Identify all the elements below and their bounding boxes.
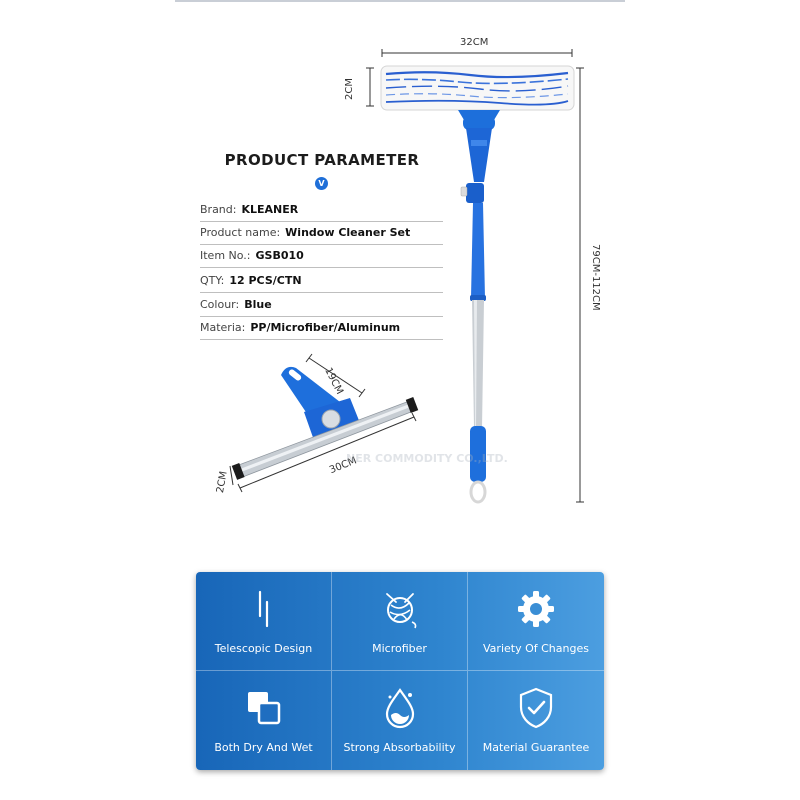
param-value: KLEANER xyxy=(241,203,299,216)
squeegee-illustration xyxy=(200,345,440,515)
feature-panel xyxy=(196,572,604,770)
squeegee-width-label: 30CM xyxy=(328,455,359,477)
pole-length-label: 79CM-112CM xyxy=(590,244,601,311)
feature-label: Telescopic Design xyxy=(214,642,313,655)
param-label: Product name: xyxy=(200,226,281,239)
watermark-text: NER COMMODITY CO.,LTD. xyxy=(346,452,508,465)
param-label: Materia: xyxy=(200,321,246,334)
layers-icon xyxy=(241,685,287,731)
squeegee-height-label: 2CM xyxy=(215,470,230,494)
yarn-icon xyxy=(377,586,423,632)
washer-width-label: 32CM xyxy=(460,37,489,48)
feature-guarantee xyxy=(468,671,604,770)
product-parameter-title: PRODUCT PARAMETER xyxy=(224,151,420,169)
param-label: QTY: xyxy=(200,274,225,287)
feature-label: Microfiber xyxy=(372,642,427,655)
feature-variety xyxy=(468,572,604,671)
gear-icon xyxy=(513,586,559,632)
param-value: Blue xyxy=(244,298,272,311)
param-value: GSB010 xyxy=(255,249,304,262)
param-label: Brand: xyxy=(200,203,237,216)
feature-telescopic xyxy=(196,572,332,671)
feature-label: Both Dry And Wet xyxy=(214,741,313,754)
feature-label: Variety Of Changes xyxy=(483,642,589,655)
telescopic-icon xyxy=(241,586,287,632)
param-value: PP/Microfiber/Aluminum xyxy=(250,321,401,334)
param-value: 12 PCS/CTN xyxy=(229,274,302,287)
param-label: Colour: xyxy=(200,298,240,311)
droplet-icon xyxy=(377,685,423,731)
washer-height-label: 2CM xyxy=(344,78,355,100)
chevron-badge-icon: V xyxy=(315,177,328,190)
param-value: Window Cleaner Set xyxy=(285,226,411,239)
feature-label: Material Guarantee xyxy=(482,741,590,754)
shield-check-icon xyxy=(513,685,559,731)
param-label: Item No.: xyxy=(200,249,251,262)
squeegee-handle-label: 19CM xyxy=(322,366,345,397)
top-divider xyxy=(175,0,625,2)
feature-dry-wet xyxy=(196,671,332,770)
feature-microfiber xyxy=(332,572,468,671)
feature-absorbability xyxy=(332,671,468,770)
feature-label: Strong Absorbability xyxy=(343,741,456,754)
